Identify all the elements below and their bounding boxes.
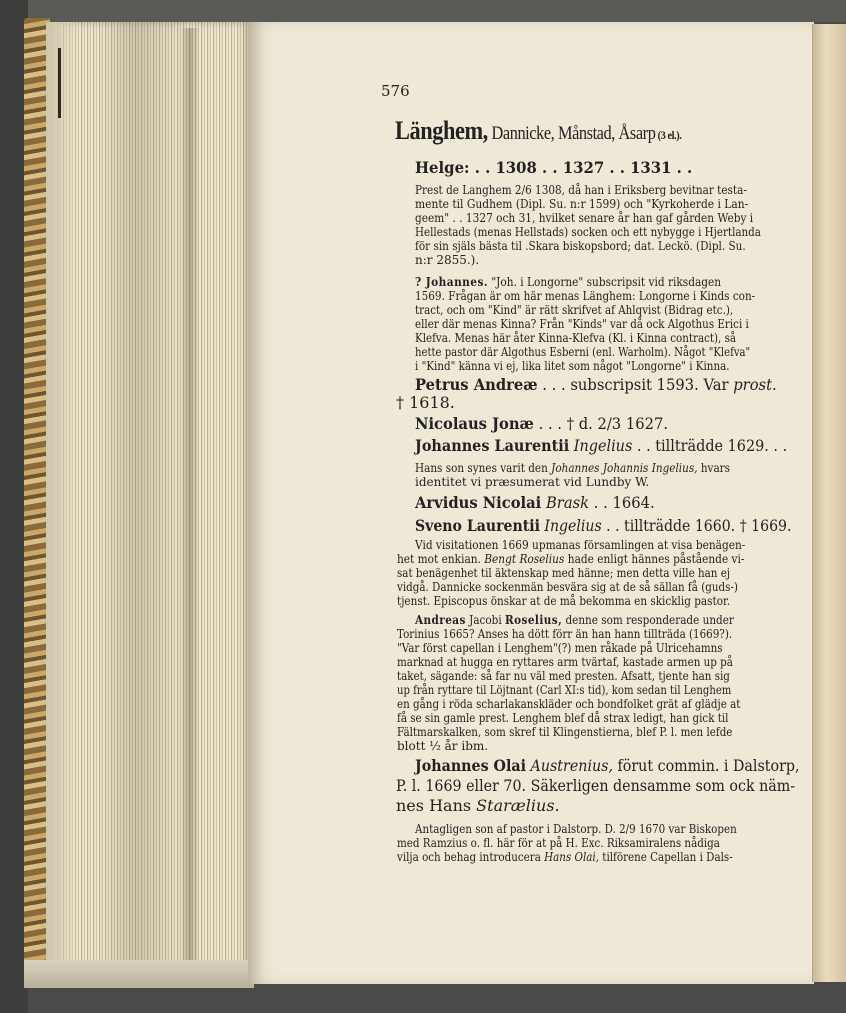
line-15-prost: prost. xyxy=(733,375,777,394)
page-number: 576 xyxy=(381,82,410,100)
line-32: taket, sägande: så far nu väl med presten. Afsatt, tjente han sig xyxy=(397,669,730,683)
line-21 xyxy=(415,493,655,512)
line-19 xyxy=(415,461,730,475)
line-30: "Var först capellan i Lenghem"(?) men råkade på Ulricehamns xyxy=(397,641,723,655)
name-hans-olai: Hans Olai, xyxy=(544,850,600,864)
line-22-rest: . . tillträdde 1660. † 1669. xyxy=(601,516,792,535)
title-suffix: (3 el.). xyxy=(655,128,682,142)
line-07: n:r 2855.). xyxy=(415,253,480,267)
line-27: tjenst. Episcopus önskar at de må bekomma en skicklig pastor. xyxy=(397,594,731,608)
line-24-a: het mot enkian. xyxy=(397,552,485,566)
line-23: Vid visitationen 1669 upmanas församlingen at visa benägen- xyxy=(415,538,746,552)
line-05: Hellestads (menas Hellstads) socken och ett nybygge i Hjertlanda xyxy=(415,225,761,239)
line-34: en gång i röda scharlakanskläder och bondfolket grät af glädje at xyxy=(397,697,741,711)
line-42: med Ramzius o. fl. här för at på H. Exc. Riksamiralens nådiga xyxy=(397,836,720,850)
line-43-c: tilförene Capellan i Dals- xyxy=(599,850,733,864)
name-nicolaus: Nicolaus Jonæ xyxy=(415,414,534,433)
line-19-name: Johannes Johannis Ingelius, xyxy=(551,461,698,475)
line-11: eller där menas Kinna? Från "Kinds" var då ock Algothus Erici i xyxy=(415,317,749,331)
line-38-rest: förut commin. i Dalstorp, xyxy=(612,756,800,775)
name-johannes: ? Johannes. xyxy=(415,275,488,289)
line-16: † 1618. xyxy=(396,393,455,412)
line-29: Torinius 1665? Anses ha dött förr än han hann tillträda (1669?). xyxy=(397,627,733,641)
line-21-rest: . . 1664. xyxy=(589,493,655,512)
line-20: identitet vi præsumerat vid Lundby W. xyxy=(415,475,650,489)
surname-brask: Brask xyxy=(545,493,590,512)
title-main: Länghem, xyxy=(395,116,488,145)
name-arvidus: Arvidus Nicolai xyxy=(415,493,542,512)
line-43 xyxy=(397,850,733,864)
entry-title xyxy=(395,116,681,146)
line-13: hette pastor där Algothus Esberni (enl. Warholm). Något "Klefva" xyxy=(415,345,751,359)
surname-roselius: Roselius, xyxy=(505,613,563,627)
line-08 xyxy=(415,275,721,289)
line-03: mente til Gudhem (Dipl. Su. n:r 1599) och "Kyrkoherde i Lan- xyxy=(415,197,749,211)
line-02: Prest de Langhem 2/6 1308, då han i Eriksberg bevitnar testa- xyxy=(415,183,747,197)
surname-austrenius: Austrenius, xyxy=(530,756,613,775)
line-19-a: Hans son synes varit den xyxy=(415,461,552,475)
line-36: Fältmarskalken, som skref til Klingenstierna, blef P. l. men lefde xyxy=(397,725,733,739)
line-24 xyxy=(397,552,744,566)
name-johannes-olai: Johannes Olai xyxy=(415,756,527,775)
surname-ingelius: Ingelius xyxy=(573,436,633,455)
line-28-d: denne som responderade under xyxy=(562,613,734,627)
line-24-c: hade enligt hännes påstående vi- xyxy=(564,552,745,566)
line-41: Antagligen son af pastor i Dalstorp. D. 2/9 1670 var Biskopen xyxy=(415,822,737,836)
line-39: P. l. 1669 eller 70. Säkerligen densamme som ock näm- xyxy=(396,776,796,795)
line-17 xyxy=(415,414,668,433)
line-15-rest: . . . subscripsit 1593. Var xyxy=(537,375,734,394)
line-17-rest: . . . † d. 2/3 1627. xyxy=(533,414,668,433)
line-14: i "Kind" känna vi ej, lika litet som något "Longorne" i Kinna. xyxy=(415,359,730,373)
line-37: blott ½ år ibm. xyxy=(397,739,489,753)
name-sveno: Sveno Laurentii xyxy=(415,516,540,535)
line-22 xyxy=(415,516,791,535)
line-40 xyxy=(396,796,560,815)
name-bengt-roselius: Bengt Roselius xyxy=(484,552,565,566)
line-06: för sin själs bästa til .Skara biskopsbord; dat. Leckö. (Dipl. Su. xyxy=(415,239,746,253)
line-26: vidgå. Dannicke sockenmän besvära sig at de så sällan få (guds-) xyxy=(397,580,738,594)
line-35: få se sin gamle prest. Lenghem blef då strax ledigt, han gick til xyxy=(397,711,729,725)
line-28-b: Jacobi xyxy=(465,613,506,627)
line-09: 1569. Frågan är om här menas Länghem: Longorne i Kinds con- xyxy=(415,289,756,303)
line-19-c: hvars xyxy=(697,461,731,475)
line-15 xyxy=(415,375,777,394)
line-04: geem" . . 1327 och 31, hvilket senare år han gaf gården Weby i xyxy=(415,211,754,225)
surname-ingelius-2: Ingelius xyxy=(544,516,602,535)
line-18-rest: . . tillträdde 1629. . . xyxy=(632,436,788,455)
line-12: Klefva. Menas här åter Kinna-Klefva (Kl. i Kinna contract), så xyxy=(415,331,737,345)
line-38 xyxy=(415,756,800,775)
name-petrus: Petrus Andreæ xyxy=(415,375,538,394)
line-18 xyxy=(415,436,787,455)
name-staraelius: Starælius. xyxy=(476,796,560,815)
name-johannes-laurentii: Johannes Laurentii xyxy=(415,436,570,455)
title-rest: Dannicke, Månstad, Åsarp xyxy=(487,123,656,144)
line-10: tract, och om "Kind" är rätt skrifvet af Ahlqvist (Bidrag etc.), xyxy=(415,303,734,317)
line-40-a: nes Hans xyxy=(396,796,477,815)
line-28 xyxy=(415,613,734,627)
line-31: marknad at hugga en ryttares arm tvärtaf, kastade armen up på xyxy=(397,655,733,669)
line-25: sat benägenhet til äktenskap med hänne; men detta ville han ej xyxy=(397,566,731,580)
line-43-a: vilja och behag introducera xyxy=(397,850,545,864)
line-01: Helge: . . 1308 . . 1327 . . 1331 . . xyxy=(415,158,693,177)
line-08-rest: "Joh. i Longorne" subscripsit vid riksdagen xyxy=(487,275,722,289)
name-andreas: Andreas xyxy=(415,613,466,627)
line-33: up från ryttare til Löjtnant (Carl XI:s tid), kom sedan til Lenghem xyxy=(397,683,732,697)
